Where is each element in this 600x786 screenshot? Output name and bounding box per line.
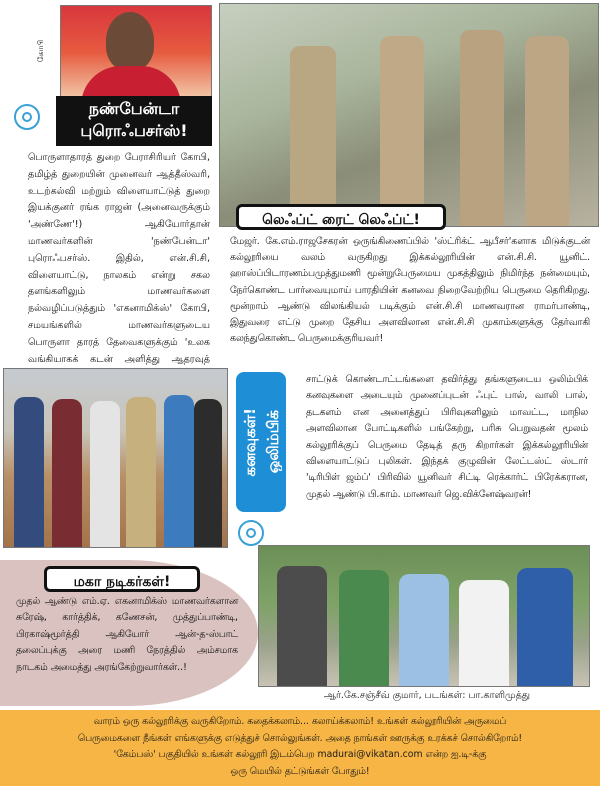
bulb-icon: [238, 520, 264, 546]
cadet-figure: [290, 46, 336, 226]
actor-figure: [277, 566, 327, 686]
footer-text: [10, 714, 590, 780]
cadet-figure: [460, 30, 504, 226]
athlete-figure: [126, 397, 156, 547]
athlete-figure: [90, 401, 120, 547]
professor-photo: [60, 5, 212, 99]
athlete-figure: [164, 395, 194, 547]
actor-figure: [339, 570, 389, 686]
section3-vertical-title: [236, 372, 286, 512]
actors-photo: [258, 545, 590, 687]
section3-body: சாட்டுக் கொண்டாட்டங்களை தவிர்த்து தங்களுடைய ஒலிம்பிக் கனவுகளை அடையும் முனைப்புடன் ஃபுட் பால், வாலி பால், தடகளம் என அனைத்துப் பிரிவுகளிலும் மாவட்ட, மாநில அளவிலான போட்டிகளில் பங்கேற்று, பரிசு பெறுவதன் மூலம் கல்லூரிக்குப் பெருமை தேடித் தரு கிறார்கள் இக்கல்லூரியின் விளையாட்டுப் புலிகள். இந்தக் குழுவின் லேட்டஸ்ட் ஸ்டார் 'டிரிபிள் ஜம்ப்' பிரிவில் யூனிவர் சிட்டி ரெக்கார்ட் பிரேக்கரான, முதல் ஆண்டு பி.காம். மாணவர் ஜெ.விக்னேஷ்வரன்!: [306, 374, 588, 500]
professor-figure: [106, 12, 154, 70]
athlete-figure: [52, 399, 82, 547]
cadet-figure: [525, 36, 569, 226]
section4-body: முதல் ஆண்டு எம்.ஏ. எகனாமிக்ஸ் மாணவர்களான சுரேஷ், கார்த்திக், கணேசன், முத்துப்பாண்டி, பிரகாஷ்மூர்த்தி ஆகியோர் ஆன்-த-ஸ்பாட் தலைப்புக்கு அரை மணி நேரத்தில் அம்சமாக நாடகம் அமைத்து அரங்கேற்றுவார்கள்..!: [16, 596, 238, 673]
section4-title: மகா நடிகர்கள்!: [44, 566, 200, 592]
section3-title-line1: ஒலிம்பிக்: [264, 410, 282, 474]
section1-body: பொருளாதாரத் துறை பேராசிரியர் கோபி, தமிழ்த் துறையின் முனைவர் ஆத்தீஸ்வரி, உடற்கல்வி மற்றும் விளையாட்டுத் துறை இயக்குனர் ரங்க ராஜன் (அனைவருக்கும் 'அண்ணே'!) ஆகியோர்தான் மாணவர்களின் 'நண்பேன்டா' புரொஃபசர்ஸ். இதில், என்.சி.சி, விளையாட்டு, நாலகம் என்று சகல தளங்களிலும் மாணவர்களை நல்வழிப்படுத்தும் 'எகனாமிக்ஸ்' கோபி, சமயங்களில் மாணவர்களுடைய பொருளா தாரத் தேவைகளுக்கும் 'உலக வங்கியாகக் கடன் அளித்து ஆதரவுத்: [28, 152, 210, 365]
section1-title-line2: புரொஃபசர்ஸ்!: [80, 121, 188, 140]
actor-figure: [517, 568, 573, 686]
section3-title-line2: கனவுகள்!: [241, 407, 259, 477]
footer-line3: 'கேம்பஸ்' பகுதியில் உங்கள் கல்லூரி இடம்பெற madurai@vikatan.com என்ற ஐ.டி-க்கு: [113, 749, 487, 760]
credits: ஆர்.கே.சஞ்சீவ் குமார், படங்கள்: பா.காளிமுத்து: [323, 690, 531, 701]
actor-figure: [399, 574, 449, 686]
bulb-icon: [14, 104, 40, 130]
footer-line1: வாரம் ஒரு கல்லூரிக்கு வருகிறோம். கதைக்கலாம்... கலாய்க்கலாம்! உங்கள் கல்லூரியின் அருமைப்: [93, 716, 507, 727]
athlete-figure: [194, 399, 222, 547]
professor-shirt: [81, 66, 181, 99]
footer-line2: பெருமைகளை நீங்கள் எங்களுக்கு எடுத்துச் சொல்லுங்கள். அதை நாங்கள் ஊருக்கு உரக்கச் சொல்கிறோம்!: [77, 732, 523, 744]
actor-figure: [459, 580, 509, 686]
section1-title: [56, 96, 212, 146]
athlete-figure: [14, 397, 44, 547]
section2-body: மேஜர். கே.எம்.ராஜசேகரன் ஒருங்கிணைப்பில் 'ஸ்ட்ரிக்ட் ஆபீசர்'களாக மிடுக்குடன் கல்லூரியை வலம் வருகிறது இக்கல்லூரியின் என்.சி.சி. யூனிட். ஹாஸ்ப்பிடாரணம்பமுத்துமணி மூன்றுபேருமைய முகத்திலும் நிமிர்ந்த நன்மையும், நேர்கொண்ட பார்வையுமாய் பாரதியின் கனவை நிறைவேற்றிய பெருமை தெரிகிறது. மூன்றாம் ஆண்டு விலங்கியல் படிக்கும் என்.சி.சி மாணவரான ராமர்பாண்டி, இதுவரை எட்டு முறை தேசிய அளவிலான என்.சி.சி முகாம்களுக்கு தேர்வாகி கலந்துகொண்ட பெருமைக்குரியவர்!: [230, 236, 590, 345]
athletes-photo: [3, 368, 228, 548]
cadet-figure: [380, 36, 424, 226]
photo-credit: கோபி: [36, 40, 45, 63]
section2-title: லெஃப்ட் ரைட் லெஃப்ட்!: [236, 204, 446, 230]
section1-title-line1: நண்பேன்டா: [88, 99, 180, 118]
footer-line4: ஒரு மெயில் தட்டுங்கள் போதும்!: [230, 765, 370, 777]
ncc-march-photo: [219, 3, 599, 227]
